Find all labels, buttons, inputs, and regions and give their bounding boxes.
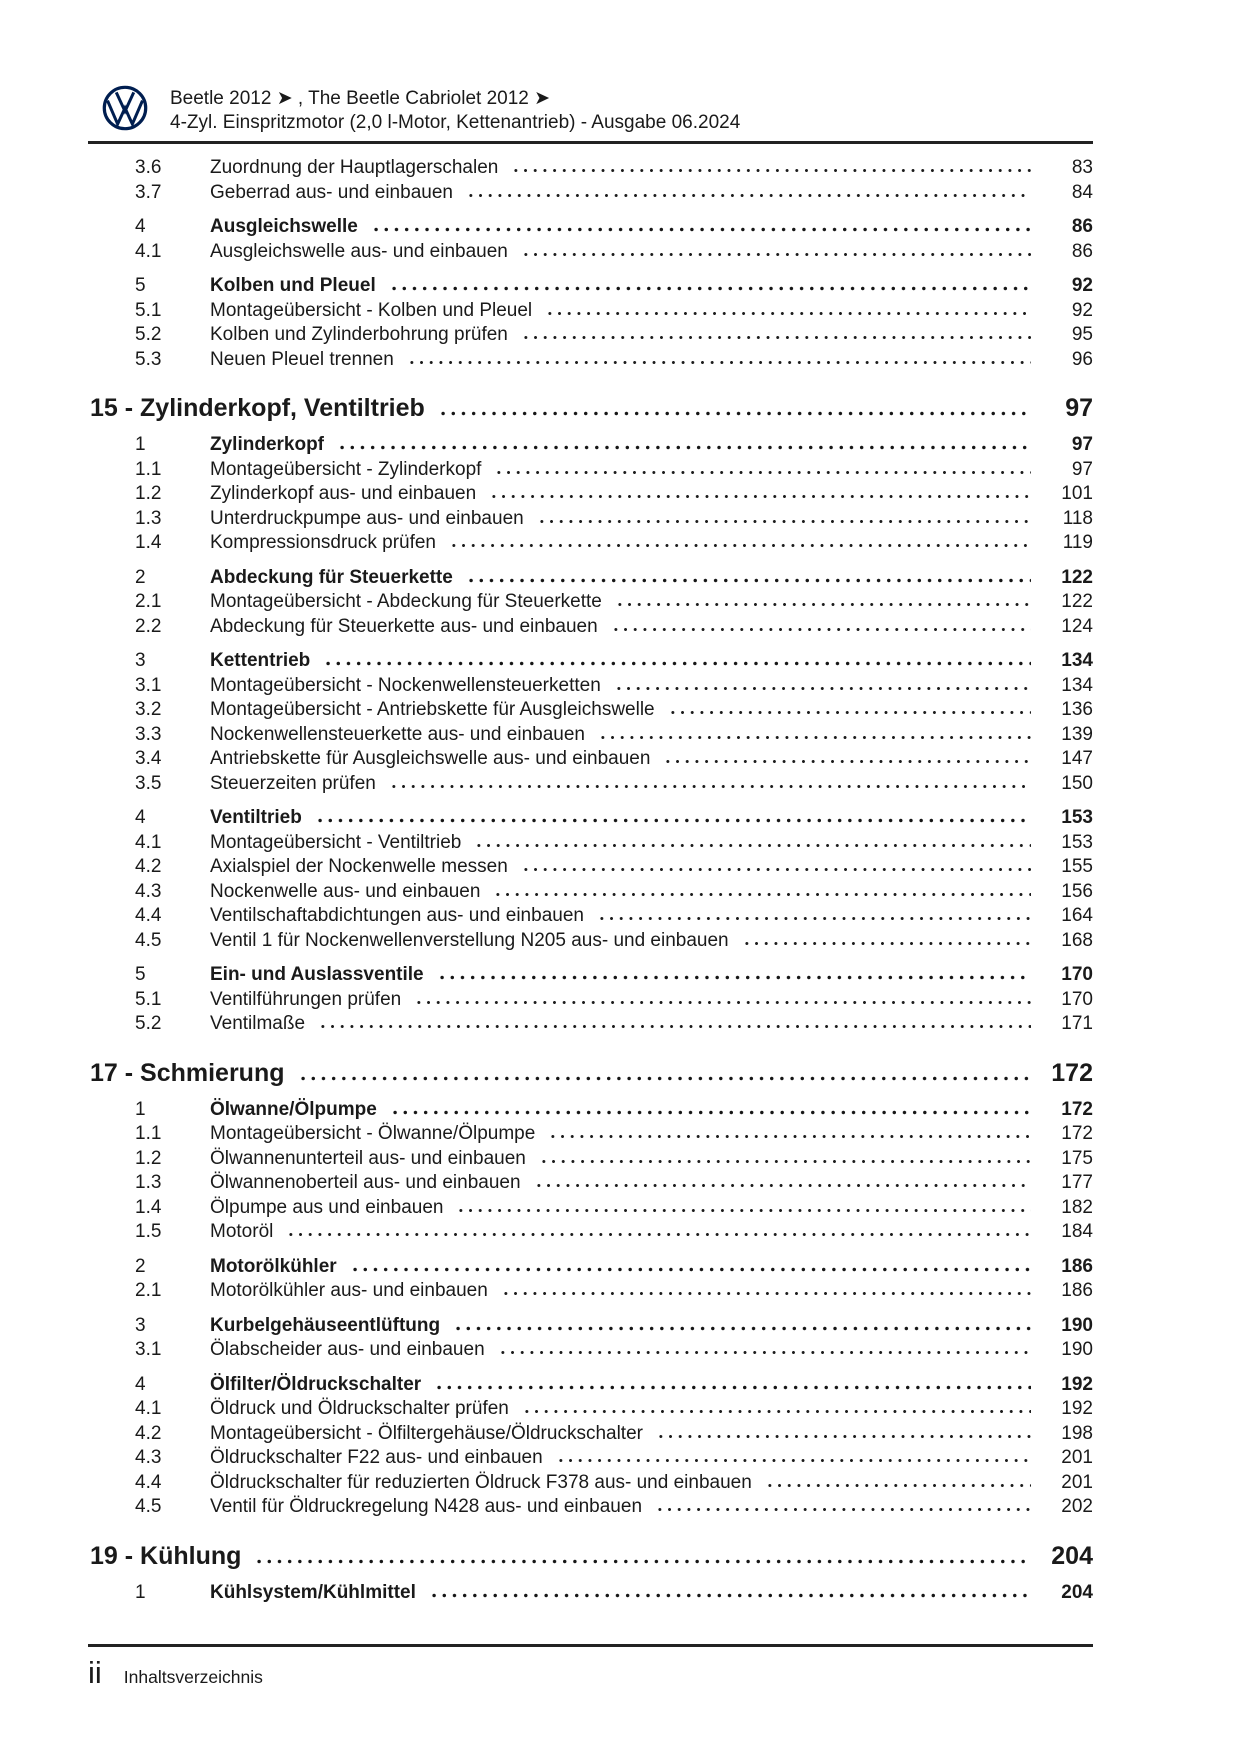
toc-entry-number: 1 bbox=[135, 1098, 146, 1120]
dot-leader bbox=[501, 1291, 1031, 1296]
toc-subsection-row bbox=[135, 615, 1093, 640]
toc-subsection-row bbox=[135, 674, 1093, 699]
toc-entry-number: 5.2 bbox=[135, 324, 162, 345]
toc-section-row bbox=[135, 649, 1093, 674]
toc-entry-page-number: 175 bbox=[1061, 1147, 1093, 1169]
toc-entry-title: Geberrad aus- und einbauen bbox=[210, 181, 453, 203]
dot-leader bbox=[521, 867, 1031, 872]
toc-entry-title: Abdeckung für Steuerkette bbox=[210, 566, 453, 588]
page-footer bbox=[88, 1656, 263, 1690]
vw-logo-icon bbox=[102, 85, 148, 136]
toc-entry-page-number: 97 bbox=[1071, 458, 1093, 480]
dot-leader bbox=[537, 519, 1031, 524]
toc-entry-page-number: 134 bbox=[1061, 650, 1093, 671]
toc-entry-title: 19 - Kühlung bbox=[90, 1541, 242, 1570]
toc-entry-number: 4.2 bbox=[135, 1422, 162, 1444]
dot-leader bbox=[597, 916, 1031, 921]
toc-entry-page-number: 83 bbox=[1071, 157, 1093, 178]
toc-entry-title: Montageübersicht - Nockenwellensteuerketten bbox=[210, 674, 601, 696]
toc-subsection-row bbox=[135, 348, 1093, 373]
toc-entry-page-number: 97 bbox=[1065, 394, 1093, 422]
toc-entry-page-number: 198 bbox=[1061, 1422, 1093, 1444]
header-divider bbox=[88, 141, 1093, 144]
toc-entry-number: 4.4 bbox=[135, 1471, 162, 1493]
dot-leader bbox=[493, 892, 1031, 897]
dot-leader bbox=[437, 975, 1031, 980]
toc-entry-title: Zylinderkopf bbox=[210, 434, 325, 455]
toc-entry-title: Montageübersicht - Ölwanne/Ölpumpe bbox=[210, 1123, 536, 1144]
toc-entry-title: Ventiltrieb bbox=[210, 807, 302, 828]
toc-entry-title: Neuen Pleuel trennen bbox=[210, 348, 394, 370]
dot-leader bbox=[742, 941, 1031, 946]
toc-entry-title: Nockenwelle aus- und einbauen bbox=[210, 880, 481, 902]
toc-entry-title: Antriebskette für Ausgleichswelle aus- und einbauen bbox=[210, 748, 651, 769]
dot-leader bbox=[663, 759, 1031, 764]
toc-entry-page-number: 156 bbox=[1061, 880, 1093, 902]
toc-entry-title: Kühlsystem/Kühlmittel bbox=[210, 1581, 416, 1603]
dot-leader bbox=[389, 784, 1031, 789]
toc-section-row bbox=[135, 806, 1093, 831]
dot-leader bbox=[521, 335, 1031, 340]
toc-entry-page-number: 101 bbox=[1061, 483, 1093, 504]
toc-entry-title: Montageübersicht - Antriebskette für Ausgleichswelle bbox=[210, 699, 655, 720]
toc-chapter-row bbox=[90, 1541, 1093, 1571]
toc-entry-number: 1.3 bbox=[135, 507, 162, 529]
toc-entry-title: Kettentrieb bbox=[210, 650, 311, 671]
dot-leader bbox=[407, 360, 1031, 365]
toc-entry-number: 4.3 bbox=[135, 880, 162, 902]
toc-subsection-row bbox=[135, 1422, 1093, 1447]
toc-entry-number: 5.1 bbox=[135, 988, 162, 1010]
toc-subsection-row bbox=[135, 904, 1093, 929]
toc-entry-number: 2.1 bbox=[135, 591, 162, 612]
toc-subsection-row bbox=[135, 507, 1093, 532]
toc-entry-number: 4.1 bbox=[135, 240, 162, 262]
toc-section-row bbox=[135, 1314, 1093, 1339]
toc-entry-page-number: 172 bbox=[1061, 1123, 1093, 1144]
toc-entry-number: 4.4 bbox=[135, 905, 162, 926]
dot-leader bbox=[611, 627, 1031, 632]
toc-subsection-row bbox=[135, 1397, 1093, 1422]
toc-entry-number: 5 bbox=[135, 275, 146, 296]
toc-entry-page-number: 190 bbox=[1061, 1314, 1093, 1336]
toc-entry-title: Axialspiel der Nockenwelle messen bbox=[210, 856, 508, 877]
footer-divider bbox=[88, 1644, 1093, 1647]
dot-leader bbox=[453, 1326, 1031, 1331]
toc-subsection-row bbox=[135, 1279, 1093, 1304]
toc-entry-page-number: 177 bbox=[1061, 1172, 1093, 1193]
dot-leader bbox=[598, 735, 1031, 740]
toc-entry-number: 3.4 bbox=[135, 748, 162, 769]
dot-leader bbox=[438, 411, 1031, 416]
toc-section-row bbox=[135, 215, 1093, 240]
toc-entry-page-number: 186 bbox=[1061, 1280, 1093, 1301]
toc-subsection-row bbox=[135, 1147, 1093, 1172]
dot-leader bbox=[350, 1267, 1031, 1272]
toc-entry-title: 15 - Zylinderkopf, Ventiltrieb bbox=[90, 394, 425, 422]
toc-entry-page-number: 86 bbox=[1071, 240, 1093, 262]
toc-entry-title: Ausgleichswelle bbox=[210, 216, 358, 237]
toc-subsection-row bbox=[135, 1338, 1093, 1363]
toc-entry-number: 2 bbox=[135, 566, 146, 588]
toc-entry-page-number: 204 bbox=[1061, 1581, 1093, 1603]
toc-subsection-row bbox=[135, 181, 1093, 206]
toc-entry-title: Ventil für Öldruckregelung N428 aus- und einbauen bbox=[210, 1496, 643, 1517]
toc-entry-page-number: 92 bbox=[1071, 299, 1093, 321]
toc-entry-title: Motorölkühler bbox=[210, 1255, 337, 1277]
dot-leader bbox=[315, 818, 1031, 823]
toc-entry-number: 2.2 bbox=[135, 615, 162, 637]
toc-subsection-row bbox=[135, 531, 1093, 556]
toc-entry-number: 3.1 bbox=[135, 674, 162, 696]
toc-subsection-row bbox=[135, 831, 1093, 856]
toc-section-row bbox=[135, 566, 1093, 591]
toc-entry-number: 1.4 bbox=[135, 532, 162, 553]
toc-entry-page-number: 124 bbox=[1061, 615, 1093, 637]
toc-entry-title: Ein- und Auslassventile bbox=[210, 964, 424, 985]
dot-leader bbox=[539, 1159, 1031, 1164]
toc-subsection-row bbox=[135, 772, 1093, 797]
toc-entry-number: 1.2 bbox=[135, 483, 162, 504]
dot-leader bbox=[456, 1208, 1031, 1213]
toc-section-row bbox=[135, 1098, 1093, 1123]
toc-entry-title: Kolben und Zylinderbohrung prüfen bbox=[210, 324, 508, 345]
toc-entry-number: 1 bbox=[135, 434, 146, 455]
toc-entry-page-number: 190 bbox=[1061, 1339, 1093, 1360]
toc-entry-page-number: 134 bbox=[1061, 674, 1093, 696]
toc-entry-number: 4.3 bbox=[135, 1447, 162, 1468]
toc-entry-number: 1 bbox=[135, 1581, 146, 1603]
toc-entry-title: Ölpumpe aus und einbauen bbox=[210, 1196, 444, 1218]
toc-entry-title: Ventilschaftabdichtungen aus- und einbauen bbox=[210, 905, 584, 926]
toc-entry-title: Ausgleichswelle aus- und einbauen bbox=[210, 240, 508, 262]
dot-leader bbox=[466, 578, 1031, 583]
dot-leader bbox=[656, 1434, 1031, 1439]
toc-subsection-row bbox=[135, 747, 1093, 772]
toc-entry-page-number: 118 bbox=[1062, 507, 1093, 529]
dot-leader bbox=[521, 252, 1031, 257]
dot-leader bbox=[434, 1385, 1031, 1390]
toc-subsection-row bbox=[135, 698, 1093, 723]
toc-entry-page-number: 170 bbox=[1061, 988, 1093, 1010]
toc-entry-title: Montageübersicht - Zylinderkopf bbox=[210, 458, 482, 480]
toc-entry-number: 3.5 bbox=[135, 772, 162, 794]
dot-leader bbox=[556, 1458, 1031, 1463]
toc-entry-title: Motorölkühler aus- und einbauen bbox=[210, 1280, 488, 1301]
toc-entry-page-number: 119 bbox=[1062, 532, 1093, 553]
toc-entry-page-number: 164 bbox=[1061, 905, 1093, 926]
toc-entry-title: Motoröl bbox=[210, 1221, 274, 1242]
toc-entry-page-number: 139 bbox=[1061, 723, 1093, 745]
dot-leader bbox=[254, 1559, 1031, 1564]
footer-page-number: ii bbox=[88, 1655, 102, 1690]
dot-leader bbox=[668, 710, 1031, 715]
toc-entry-number: 4 bbox=[135, 1373, 146, 1395]
toc-subsection-row bbox=[135, 1171, 1093, 1196]
toc-entry-title: Ventilführungen prüfen bbox=[210, 988, 402, 1010]
dot-leader bbox=[449, 543, 1031, 548]
toc-entry-title: Zylinderkopf aus- und einbauen bbox=[210, 483, 477, 504]
toc-entry-title: Ölabscheider aus- und einbauen bbox=[210, 1339, 485, 1360]
toc-entry-page-number: 122 bbox=[1061, 566, 1093, 588]
toc-entry-page-number: 202 bbox=[1061, 1496, 1093, 1517]
toc-entry-page-number: 172 bbox=[1051, 1058, 1093, 1087]
toc-entry-page-number: 153 bbox=[1061, 831, 1093, 853]
toc-subsection-row bbox=[135, 1471, 1093, 1496]
toc-entry-title: Steuerzeiten prüfen bbox=[210, 772, 376, 794]
dot-leader bbox=[522, 1409, 1031, 1414]
toc-entry-number: 2.1 bbox=[135, 1280, 162, 1301]
toc-entry-number: 3.3 bbox=[135, 723, 162, 745]
toc-entry-page-number: 136 bbox=[1061, 699, 1093, 720]
toc-subsection-row bbox=[135, 723, 1093, 748]
toc-section-row bbox=[135, 274, 1093, 299]
dot-leader bbox=[511, 168, 1031, 173]
dot-leader bbox=[323, 661, 1031, 666]
toc-entry-page-number: 182 bbox=[1061, 1196, 1093, 1218]
toc-entry-page-number: 95 bbox=[1071, 324, 1093, 345]
toc-entry-number: 5.2 bbox=[135, 1013, 162, 1034]
toc-entry-title: 17 - Schmierung bbox=[90, 1058, 285, 1087]
toc-entry-page-number: 170 bbox=[1061, 964, 1093, 985]
toc-subsection-row bbox=[135, 482, 1093, 507]
dot-leader bbox=[414, 1000, 1031, 1005]
dot-leader bbox=[615, 602, 1031, 607]
header-model-line: Beetle 2012 ➤ , The Beetle Cabriolet 2012 ➤ bbox=[170, 88, 551, 109]
toc-subsection-row bbox=[135, 988, 1093, 1013]
dot-leader bbox=[489, 494, 1031, 499]
toc-section-row bbox=[135, 1255, 1093, 1280]
toc-entry-page-number: 86 bbox=[1071, 216, 1093, 237]
dot-leader bbox=[494, 470, 1031, 475]
toc-entry-number: 4.2 bbox=[135, 856, 162, 877]
toc-entry-number: 1.2 bbox=[135, 1147, 162, 1169]
toc-section-row bbox=[135, 1373, 1093, 1398]
toc-entry-number: 3.1 bbox=[135, 1339, 162, 1360]
toc-entry-title: Ventilmaße bbox=[210, 1013, 306, 1034]
dot-leader bbox=[534, 1183, 1031, 1188]
dot-leader bbox=[474, 843, 1031, 848]
toc-entry-page-number: 97 bbox=[1071, 434, 1093, 455]
toc-subsection-row bbox=[135, 1122, 1093, 1147]
toc-entry-page-number: 171 bbox=[1061, 1013, 1093, 1034]
dot-leader bbox=[318, 1024, 1031, 1029]
toc-entry-number: 1.1 bbox=[135, 458, 162, 480]
toc-entry-number: 5 bbox=[135, 964, 146, 985]
toc-entry-number: 2 bbox=[135, 1255, 146, 1277]
toc-entry-number: 4.1 bbox=[135, 831, 162, 853]
toc-entry-number: 3.2 bbox=[135, 699, 162, 720]
toc-entry-number: 1.1 bbox=[135, 1123, 162, 1144]
toc-entry-number: 4.5 bbox=[135, 1496, 162, 1517]
toc-entry-number: 3 bbox=[135, 650, 146, 671]
toc-entry-title: Montageübersicht - Kolben und Pleuel bbox=[210, 299, 533, 321]
toc-section-row bbox=[135, 1581, 1093, 1606]
toc-entry-page-number: 201 bbox=[1061, 1447, 1093, 1468]
dot-leader bbox=[765, 1483, 1031, 1488]
toc-subsection-row bbox=[135, 323, 1093, 348]
toc-entry-page-number: 153 bbox=[1061, 807, 1093, 828]
toc-section-row bbox=[135, 433, 1093, 458]
toc-entry-page-number: 201 bbox=[1061, 1471, 1093, 1493]
toc-entry-title: Unterdruckpumpe aus- und einbauen bbox=[210, 507, 524, 529]
toc-section-row bbox=[135, 963, 1093, 988]
toc-subsection-row bbox=[135, 240, 1093, 265]
toc-entry-title: Montageübersicht - Abdeckung für Steuerkette bbox=[210, 591, 602, 612]
toc-entry-page-number: 92 bbox=[1071, 275, 1093, 296]
dot-leader bbox=[286, 1232, 1031, 1237]
toc-entry-number: 1.4 bbox=[135, 1196, 162, 1218]
toc-entry-page-number: 184 bbox=[1061, 1221, 1093, 1242]
toc-entry-number: 3.6 bbox=[135, 157, 162, 178]
footer-label: Inhaltsverzeichnis bbox=[123, 1667, 263, 1687]
dot-leader bbox=[548, 1134, 1031, 1139]
toc-entry-number: 1.5 bbox=[135, 1221, 162, 1242]
toc-entry-page-number: 150 bbox=[1061, 772, 1093, 794]
toc-entry-page-number: 172 bbox=[1061, 1098, 1093, 1120]
dot-leader bbox=[655, 1507, 1031, 1512]
toc-entry-page-number: 168 bbox=[1061, 929, 1093, 951]
toc-entry-page-number: 204 bbox=[1051, 1541, 1093, 1570]
toc-subsection-row bbox=[135, 156, 1093, 181]
toc-subsection-row bbox=[135, 855, 1093, 880]
toc-entry-title: Öldruck und Öldruckschalter prüfen bbox=[210, 1398, 509, 1419]
toc-entry-page-number: 122 bbox=[1061, 591, 1093, 612]
toc-entry-title: Kompressionsdruck prüfen bbox=[210, 532, 436, 553]
dot-leader bbox=[371, 227, 1031, 232]
dot-leader bbox=[390, 1110, 1031, 1115]
toc-entry-number: 4.1 bbox=[135, 1398, 162, 1419]
toc-chapter-row bbox=[90, 1058, 1093, 1088]
toc-entry-title: Kolben und Pleuel bbox=[210, 275, 376, 296]
toc-entry-title: Öldruckschalter für reduzierten Öldruck F378 aus- und einbauen bbox=[210, 1471, 752, 1493]
toc-entry-page-number: 192 bbox=[1061, 1398, 1093, 1419]
toc-entry-page-number: 96 bbox=[1071, 348, 1093, 370]
toc-entry-page-number: 155 bbox=[1061, 856, 1093, 877]
toc-entry-page-number: 147 bbox=[1061, 748, 1093, 769]
toc-subsection-row bbox=[135, 590, 1093, 615]
toc-entry-number: 4 bbox=[135, 807, 146, 828]
dot-leader bbox=[298, 1076, 1032, 1081]
dot-leader bbox=[545, 311, 1031, 316]
toc-entry-number: 5.3 bbox=[135, 348, 162, 370]
toc-entry-title: Ventil 1 für Nockenwellenverstellung N205 aus- und einbauen bbox=[210, 929, 729, 951]
toc-entry-title: Abdeckung für Steuerkette aus- und einbauen bbox=[210, 615, 598, 637]
toc-entry-number: 5.1 bbox=[135, 299, 162, 321]
toc-entry-number: 4.5 bbox=[135, 929, 162, 951]
toc-entry-number: 4 bbox=[135, 216, 146, 237]
toc-entry-number: 3 bbox=[135, 1314, 146, 1336]
toc-entry-title: Montageübersicht - Ventiltrieb bbox=[210, 831, 462, 853]
dot-leader bbox=[389, 286, 1031, 291]
header-text-block bbox=[170, 87, 740, 134]
toc-entry-number: 3.7 bbox=[135, 181, 162, 203]
toc-subsection-row bbox=[135, 1220, 1093, 1245]
toc-entry-page-number: 192 bbox=[1061, 1373, 1093, 1395]
dot-leader bbox=[466, 193, 1031, 198]
dot-leader bbox=[498, 1350, 1031, 1355]
toc-entry-title: Zuordnung der Hauptlagerschalen bbox=[210, 157, 499, 178]
toc-entry-title: Ölwannenoberteil aus- und einbauen bbox=[210, 1172, 521, 1193]
toc-subsection-row bbox=[135, 929, 1093, 954]
toc-entry-title: Ölwannenunterteil aus- und einbauen bbox=[210, 1147, 526, 1169]
toc-entry-title: Nockenwellensteuerkette aus- und einbauen bbox=[210, 723, 585, 745]
table-of-contents bbox=[0, 156, 1240, 1605]
toc-entry-number: 1.3 bbox=[135, 1172, 162, 1193]
toc-entry-title: Ölwanne/Ölpumpe bbox=[210, 1098, 377, 1120]
toc-subsection-row bbox=[135, 1012, 1093, 1037]
header-engine-line: 4-Zyl. Einspritzmotor (2,0 l-Motor, Kettenantrieb) - Ausgabe 06.2024 bbox=[170, 111, 741, 133]
toc-subsection-row bbox=[135, 458, 1093, 483]
toc-subsection-row bbox=[135, 1495, 1093, 1520]
dot-leader bbox=[337, 445, 1031, 450]
dot-leader bbox=[614, 686, 1031, 691]
toc-entry-title: Kurbelgehäuseentlüftung bbox=[210, 1314, 441, 1336]
toc-subsection-row bbox=[135, 1446, 1093, 1471]
toc-entry-title: Öldruckschalter F22 aus- und einbauen bbox=[210, 1447, 543, 1468]
toc-entry-title: Montageübersicht - Ölfiltergehäuse/Öldruckschalter bbox=[210, 1422, 643, 1444]
toc-entry-page-number: 84 bbox=[1071, 181, 1093, 203]
toc-chapter-row bbox=[90, 393, 1093, 423]
toc-entry-title: Ölfilter/Öldruckschalter bbox=[210, 1373, 422, 1395]
toc-subsection-row bbox=[135, 299, 1093, 324]
toc-subsection-row bbox=[135, 880, 1093, 905]
toc-entry-page-number: 186 bbox=[1061, 1255, 1093, 1277]
dot-leader bbox=[429, 1593, 1031, 1598]
toc-subsection-row bbox=[135, 1196, 1093, 1221]
